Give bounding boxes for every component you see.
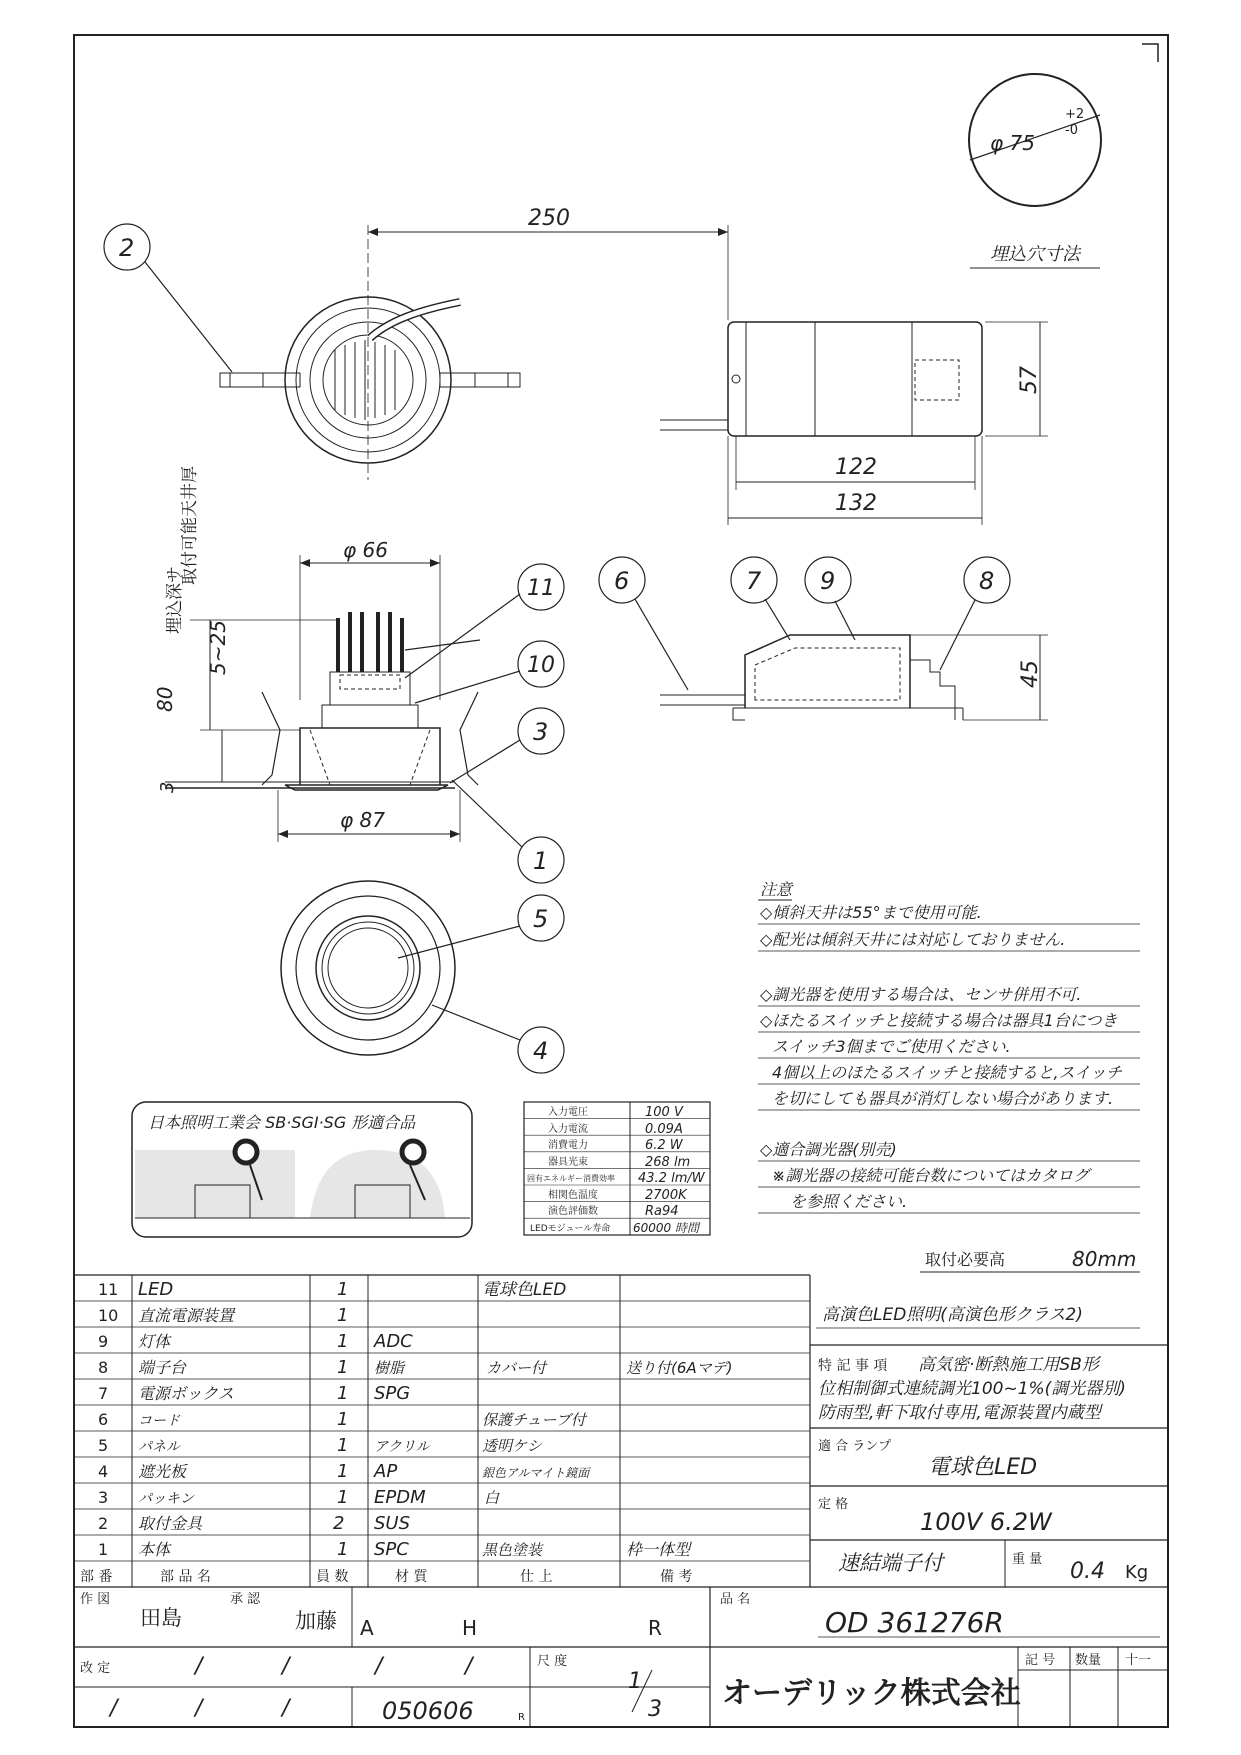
product-code: OD 361276R (825, 1606, 1004, 1639)
spec-label: 演色評価数 (548, 1206, 598, 1217)
callout-5: 5 (533, 905, 549, 933)
date-suffix: R (518, 1712, 525, 1723)
embed-depth: 埋込深サ (165, 566, 185, 634)
company-name: オーデリック株式会社 (722, 1676, 1021, 1711)
corner-mark (1142, 44, 1158, 62)
part-name: 直流電源装置 (138, 1306, 235, 1325)
specs-table (524, 1102, 710, 1235)
title-block (74, 1587, 1168, 1727)
approved-label: 承 認 (230, 1592, 261, 1607)
spec-label: 固有エネルギー消費効率 (527, 1174, 615, 1183)
part-name: 遮光板 (138, 1462, 187, 1481)
scale-num: 1 (628, 1669, 642, 1694)
side-fins (338, 612, 402, 672)
rating-value: 100V 6.2W (920, 1508, 1052, 1536)
parts-header: 部 番 (80, 1569, 113, 1585)
side-top-plate (322, 705, 418, 728)
dim-3: 3 (157, 781, 178, 793)
part-material: ADC (374, 1331, 413, 1352)
part-name: 端子台 (138, 1358, 187, 1377)
part-finish: 電球色LED (482, 1280, 567, 1300)
part-no: 2 (98, 1514, 109, 1533)
side-heatsink-base (330, 672, 410, 705)
power-unit-top (660, 322, 1048, 525)
callout-2: 2 (119, 234, 135, 262)
part-finish: 保護チューブ付 (482, 1411, 586, 1429)
spec-value: 6.2 W (645, 1138, 683, 1153)
dim-250: 250 (528, 206, 570, 231)
dim-45: 45 (1018, 660, 1043, 688)
part-qty: 1 (337, 1487, 349, 1508)
spec-value: 0.09A (645, 1122, 683, 1137)
dim-122: 122 (835, 455, 877, 480)
spec-value: 43.2 lm/W (638, 1171, 705, 1186)
top-spring-left (220, 373, 300, 387)
product-label: 品 名 (720, 1592, 751, 1607)
spec-value: 60000 時間 (633, 1221, 699, 1235)
part-qty: 2 (333, 1513, 345, 1534)
part-no: 11 (98, 1280, 119, 1299)
lamp-label: 適 合 ランプ (818, 1439, 892, 1454)
terminal-dashed (915, 360, 959, 400)
part-material: AP (374, 1461, 398, 1482)
slash-6: / (195, 1696, 203, 1721)
dim-5-25: 5~25 (206, 620, 230, 675)
part-finish: 白 (484, 1489, 500, 1507)
qty-label: 数量 (1075, 1653, 1102, 1668)
note-line-1: ◇傾斜天井は55°まで使用可能. (760, 903, 982, 922)
spec-label: 器具光束 (548, 1157, 588, 1168)
dim-66: φ 66 (343, 538, 388, 562)
weight-value: 0.4 (1070, 1559, 1105, 1584)
note-line-5: スイッチ3個までご使用ください. (772, 1037, 1011, 1056)
scale-den: 3 (648, 1697, 662, 1722)
tokki-3: 防雨型,軒下取付専用,電源装置内蔵型 (818, 1403, 1101, 1423)
callout-10: 10 (527, 653, 555, 678)
spec-label: 相関色温度 (548, 1190, 598, 1201)
hole-diameter: φ 75 (990, 131, 1035, 155)
note-line-8: ◇適合調光器(別売) (760, 1140, 897, 1159)
slash-2: / (282, 1654, 290, 1679)
spec-label: 入力電流 (548, 1124, 588, 1135)
dim-80: 80 (153, 686, 177, 712)
code-r: R (648, 1616, 662, 1640)
scale-label: 尺 度 (537, 1654, 568, 1669)
required-height-value: 80mm (1072, 1247, 1137, 1271)
note-line-7: を切にしても器具が消灯しない場合があります. (772, 1089, 1114, 1108)
approved-by: 加藤 (295, 1609, 337, 1633)
tokki-2: 位相制御式連続調光100~1%(調光器別) (818, 1379, 1126, 1399)
callout-7: 7 (746, 567, 762, 595)
tokki-1: 高気密·断熱施工用SB形 (918, 1355, 1099, 1375)
callout-1: 1 (533, 847, 549, 875)
callout-3: 3 (533, 718, 549, 746)
part-finish: カバー付 (486, 1359, 547, 1377)
part-qty: 1 (337, 1383, 349, 1404)
part-material: SUS (374, 1513, 411, 1534)
top-heatsink-fins (335, 340, 395, 420)
jil-badge (132, 1102, 472, 1237)
part-name: パッキン (138, 1491, 194, 1507)
jil-title: 日本照明工業会 SB·SGI·SG 形適合品 (148, 1113, 416, 1132)
part-qty: 1 (337, 1539, 349, 1560)
part-no: 6 (98, 1410, 109, 1429)
dim-132: 132 (835, 491, 877, 516)
notes (758, 880, 1140, 1213)
right-panel (810, 1305, 1168, 1587)
part-qty: 1 (337, 1279, 349, 1300)
parts-header: 員 数 (316, 1569, 349, 1585)
callout-8: 8 (979, 567, 995, 595)
hole-detail (969, 74, 1101, 268)
side-body (300, 728, 440, 785)
part-finish: 銀色アルマイト鏡面 (482, 1466, 590, 1480)
part-no: 9 (98, 1332, 109, 1351)
rating-label: 定 格 (818, 1497, 849, 1512)
slash-5: / (110, 1696, 118, 1721)
slash-4: / (465, 1654, 473, 1679)
side-springs (262, 692, 478, 785)
spec-value: 2700K (645, 1188, 687, 1203)
side-view (153, 466, 480, 842)
part-name: 本体 (138, 1540, 171, 1559)
parts-header: 材 質 (395, 1569, 428, 1585)
note-line-10: を参照ください. (790, 1192, 908, 1211)
part-qty: 1 (337, 1305, 349, 1326)
part-name: コード (138, 1413, 180, 1429)
part-material: EPDM (374, 1487, 426, 1508)
spec-label: 入力電圧 (548, 1107, 588, 1118)
hole-tol-plus: +2 (1065, 107, 1085, 122)
part-qty: 1 (337, 1357, 349, 1378)
bottom-view (281, 881, 455, 1055)
part-name: 灯体 (138, 1332, 171, 1351)
slash-3: / (375, 1654, 383, 1679)
part-no: 4 (98, 1462, 109, 1481)
drawn-label: 作 図 (80, 1592, 111, 1607)
revision-label: 改 定 (80, 1661, 111, 1676)
part-no: 3 (98, 1488, 109, 1507)
spec-value: 100 V (645, 1105, 683, 1120)
callout-4: 4 (533, 1037, 549, 1065)
spec-value: 268 lm (645, 1155, 691, 1170)
notes-title: 注意 (760, 880, 793, 899)
part-material: アクリル (374, 1439, 430, 1455)
note-line-2: ◇配光は傾斜天井には対応しておりません. (760, 930, 1066, 949)
part-qty: 1 (337, 1435, 349, 1456)
lamp-value: 電球色LED (928, 1455, 1038, 1480)
dim-57: 57 (1017, 366, 1042, 394)
part-qty: 1 (337, 1331, 349, 1352)
required-height-label: 取付必要高 (925, 1250, 1006, 1269)
part-name: LED (138, 1279, 174, 1300)
series-name: 高演色LED照明(高演色形クラス2) (822, 1305, 1083, 1325)
top-view (220, 206, 728, 480)
part-no: 10 (98, 1306, 119, 1325)
part-material: SPG (374, 1383, 411, 1404)
callout-11: 11 (527, 576, 555, 601)
parts-header: 備 考 (660, 1569, 693, 1585)
code-a: A (360, 1616, 374, 1640)
part-name: 電源ボックス (138, 1384, 234, 1403)
part-material: 樹脂 (374, 1359, 405, 1377)
hole-circle (969, 74, 1101, 206)
spec-label: 消費電力 (548, 1140, 588, 1151)
drawn-by: 田島 (140, 1606, 182, 1630)
part-finish: 黒色塗装 (482, 1541, 543, 1559)
power-unit-body (728, 322, 982, 436)
note-line-4: ◇ほたるスイッチと接続する場合は器具1台につき (760, 1011, 1118, 1030)
hole-tol-minus: -0 (1065, 123, 1078, 138)
plus-minus: 十一 (1125, 1653, 1152, 1668)
part-qty: 1 (337, 1409, 349, 1430)
slash-1: / (195, 1654, 203, 1679)
weight-unit: Kg (1125, 1562, 1149, 1583)
part-no: 7 (98, 1384, 109, 1403)
power-unit-side (660, 635, 1048, 720)
parts-header: 部 品 名 (160, 1569, 211, 1585)
part-remark: 枠一体型 (626, 1540, 691, 1559)
callout-6: 6 (614, 567, 630, 595)
spec-value: Ra94 (645, 1204, 679, 1219)
note-line-9: ※調光器の接続可能台数についてはカタログ (772, 1166, 1090, 1185)
weight-label: 重 量 (1012, 1552, 1043, 1567)
part-qty: 1 (337, 1461, 349, 1482)
part-no: 1 (98, 1540, 109, 1559)
symbol-label: 記 号 (1025, 1653, 1056, 1668)
part-remark: 送り付(6Aマデ) (626, 1359, 733, 1377)
part-finish: 透明ケシ (482, 1437, 542, 1455)
part-no: 5 (98, 1436, 109, 1455)
dim-87: φ 87 (340, 808, 385, 832)
hole-label: 埋込穴寸法 (990, 244, 1080, 265)
note-line-6: 4個以上のほたるスイッチと接続すると,スイッチ (772, 1063, 1122, 1082)
part-material: SPC (374, 1539, 409, 1560)
spec-label: LEDモジュール寿命 (530, 1224, 611, 1234)
slash-7: / (282, 1696, 290, 1721)
terminal-type: 速結端子付 (838, 1551, 943, 1575)
note-line-3: ◇調光器を使用する場合は、センサ併用不可. (760, 985, 1082, 1004)
code-h: H (462, 1616, 478, 1640)
part-no: 8 (98, 1358, 109, 1377)
tokki-label: 特 記 事 項 (818, 1358, 888, 1374)
ceiling-thickness: 取付可能天井厚 (180, 466, 200, 585)
parts-header: 仕 上 (520, 1569, 553, 1585)
callout-9: 9 (820, 567, 836, 595)
date: 050606 (382, 1697, 474, 1725)
part-name: 取付金具 (138, 1514, 203, 1533)
part-name: パネル (138, 1439, 180, 1455)
